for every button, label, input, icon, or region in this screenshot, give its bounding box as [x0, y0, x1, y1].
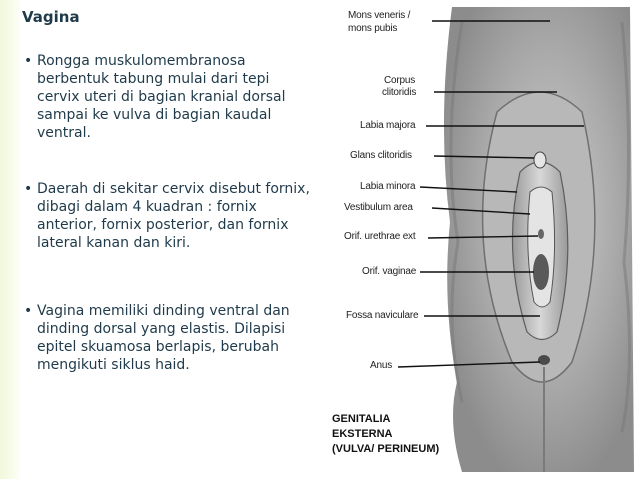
caption-line: EKSTERNA: [332, 428, 393, 440]
label-clitoridis: clitoridis: [382, 87, 417, 98]
label-labia-majora: Labia majora: [360, 120, 416, 131]
label-orif-vaginae: Orif. vaginae: [362, 266, 417, 277]
decorative-side-band: [0, 0, 22, 479]
caption-line: GENITALIA: [332, 413, 391, 425]
label-mons-pubis: mons pubis: [348, 23, 398, 34]
bullet-marker: •: [24, 53, 33, 69]
slide-title: Vagina: [22, 8, 80, 26]
bullet-item: [24, 180, 314, 252]
caption-line: (VULVA/ PERINEUM): [332, 443, 440, 455]
bullet-item: [24, 302, 314, 374]
label-labia-minora: Labia minora: [360, 181, 416, 192]
bullet-item: [24, 52, 314, 142]
bullet-marker: •: [24, 303, 33, 319]
label-mons-veneris: Mons veneris /: [348, 10, 411, 21]
bullet-text: Rongga muskulomembranosa berbentuk tabung mulai dari tepi cervix uteri di bagian kranial dorsal sampai ke vulva di bagian kaudal ventral.: [37, 53, 286, 141]
label-fossa-navicularis: Fossa naviculare: [346, 310, 419, 321]
anatomy-figure: [312, 2, 638, 479]
label-orif-urethrae: Orif. urethrae ext: [344, 231, 416, 242]
label-vestibulum: Vestibulum area: [344, 202, 413, 213]
label-anus: Anus: [370, 360, 392, 371]
label-corpus: Corpus: [384, 75, 416, 86]
bullet-marker: •: [24, 181, 33, 197]
bullet-text: Daerah di sekitar cervix disebut fornix, dibagi dalam 4 kuadran : fornix anterior, fornix posterior, dan fornix lateral kanan dan kiri.: [37, 181, 310, 251]
figure-caption: [332, 412, 439, 457]
bullet-text: Vagina memiliki dinding ventral dan dinding dorsal yang elastis. Dilapisi epitel skuamosa berlapis, berubah mengikuti siklus haid.: [37, 303, 290, 373]
label-glans-clitoridis: Glans clitoridis: [350, 150, 412, 161]
